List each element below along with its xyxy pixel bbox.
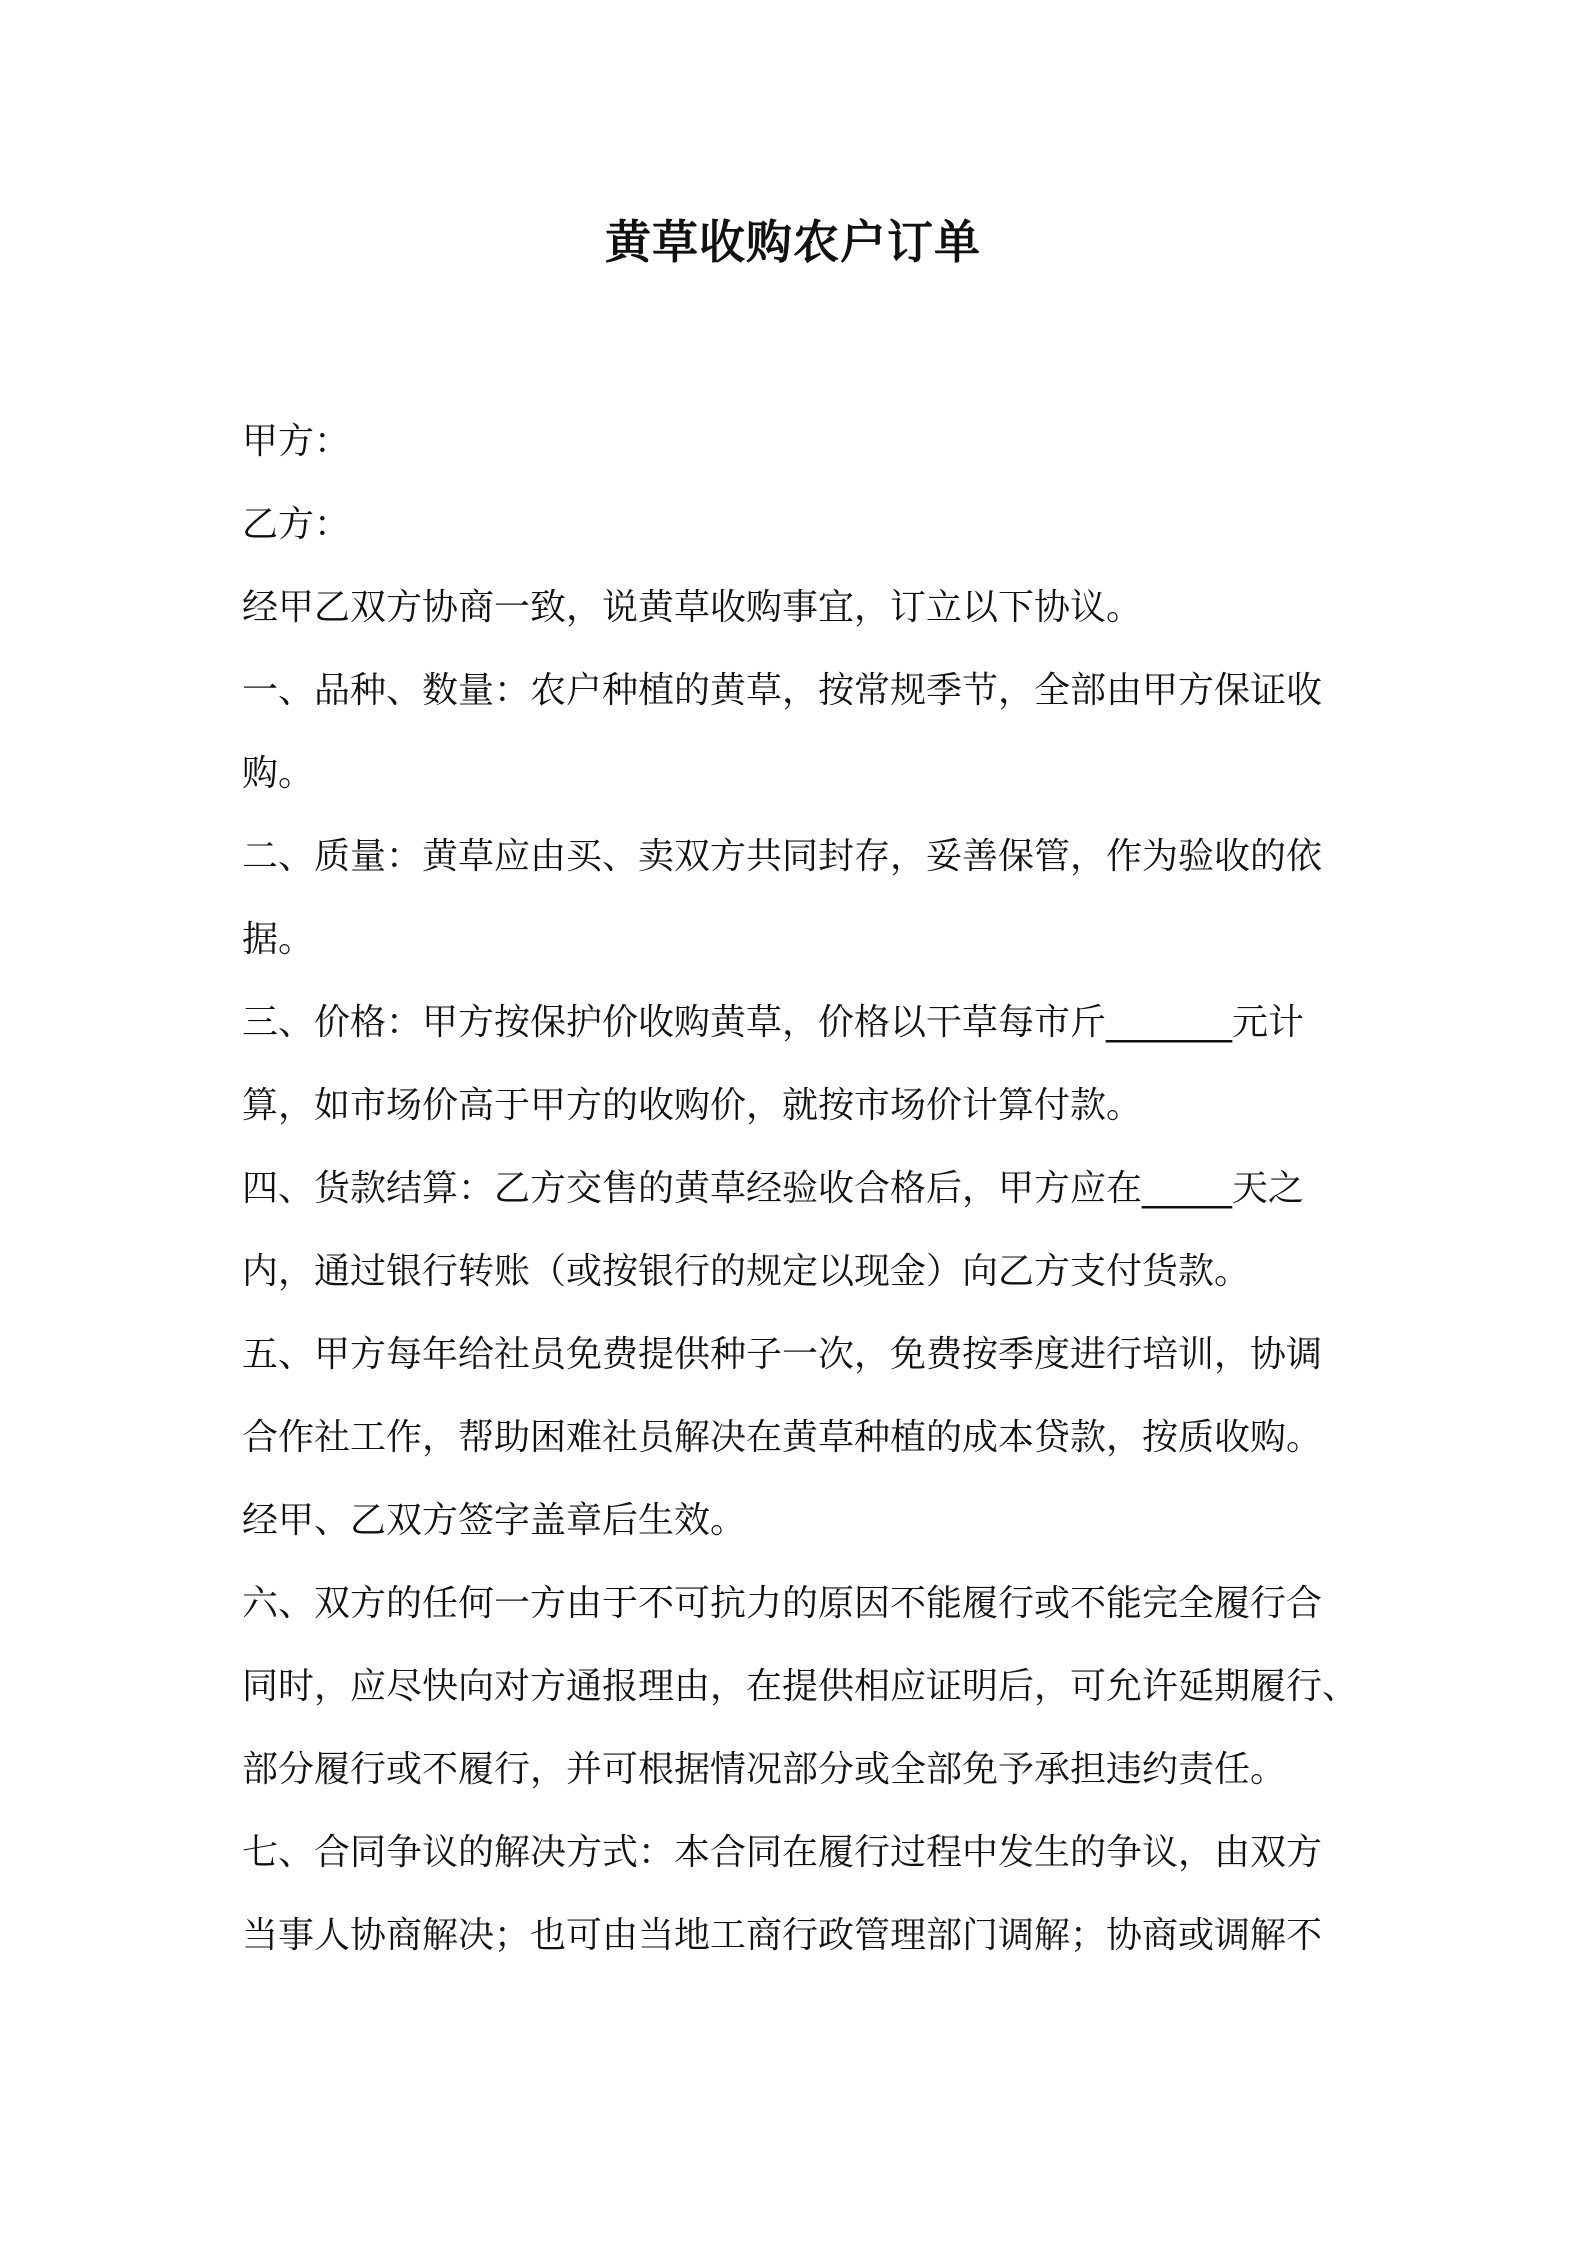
text-line: 乙方： (242, 504, 351, 545)
text-line: 据。 (242, 919, 315, 960)
text-line: 二、质量：黄草应由买、卖双方共同封存，妥善保管，作为验收的依 (242, 836, 1323, 877)
text-line: 五、甲方每年给社员免费提供种子一次，免费按季度进行培训，协调 (242, 1334, 1323, 1375)
text-line: 合作社工作，帮助困难社员解决在黄草种植的成本贷款，按质收购。 (242, 1417, 1323, 1458)
text-line: 七、合同争议的解决方式：本合同在履行过程中发生的争议，由双方 (242, 1832, 1323, 1873)
text-line: 三、价格：甲方按保护价收购黄草，价格以干草每市斤_______元计 (242, 1002, 1305, 1043)
text-line: 经甲、乙双方签字盖章后生效。 (242, 1500, 747, 1541)
text-line: 当事人协商解决；也可由当地工商行政管理部门调解；协商或调解不 (242, 1915, 1323, 1956)
text-line: 甲方： (242, 421, 351, 462)
text-line: 部分履行或不履行，并可根据情况部分或全部免予承担违约责任。 (242, 1749, 1287, 1790)
text-line: 同时，应尽快向对方通报理由，在提供相应证明后，可允许延期履行、 (242, 1666, 1359, 1707)
text-line: 六、双方的任何一方由于不可抗力的原因不能履行或不能完全履行合 (242, 1583, 1323, 1624)
text-line: 四、货款结算：乙方交售的黄草经验收合格后，甲方应在_____天之 (242, 1168, 1305, 1209)
text-line: 经甲乙双方协商一致，说黄草收购事宜，订立以下协议。 (242, 587, 1143, 628)
document-title: 黄草收购农户订单 (605, 215, 981, 269)
text-line: 购。 (242, 753, 315, 794)
text-line: 一、品种、数量：农户种植的黄草，按常规季节，全部由甲方保证收 (242, 670, 1323, 711)
text-line: 内，通过银行转账（或按银行的规定以现金）向乙方支付货款。 (242, 1251, 1251, 1292)
document-body (242, 400, 1362, 1977)
text-line: 算，如市场价高于甲方的收购价，就按市场价计算付款。 (242, 1085, 1143, 1126)
